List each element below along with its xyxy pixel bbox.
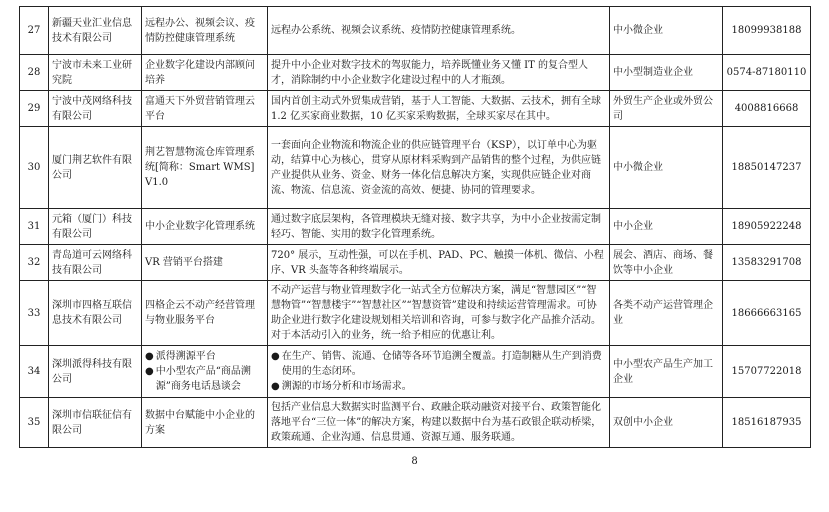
target-customers: 展会、酒店、商场、餐饮等中小企业	[610, 245, 723, 281]
table-row	[20, 245, 811, 281]
product-item: 派得溯源平台	[155, 351, 216, 362]
table-row	[20, 127, 811, 209]
product-name: 远程办公、视频会议、疫情防控健康管理系统	[142, 7, 268, 55]
product-name: VR 营销平台搭建	[142, 245, 268, 281]
bullet-icon: ●	[145, 366, 154, 377]
target-customers: 双创中小企业	[610, 398, 723, 448]
service-description: 不动产运营与物业管理数字化一站式全方位解决方案，满足“智慧园区”“智慧物管”“智慧楼宇”“智慧社区”“智慧资管”建设和持续运营管理需求。可协助企业进行数字化建设规划相关培训和咨询，可参与数字化产品推介活动。对于本活动引入的业务，统一给予相应的优惠让利。	[268, 281, 610, 346]
contact-phone: 18099938188	[723, 7, 811, 55]
company-name: 青岛道可云网络科技有限公司	[49, 245, 142, 281]
contact-phone: 0574-87180110	[723, 55, 811, 91]
company-name: 深圳市四格互联信息技术有限公司	[49, 281, 142, 346]
contact-phone: 18850147237	[723, 127, 811, 209]
bullet-icon: ●	[271, 351, 280, 362]
list-item	[271, 379, 606, 394]
product-name: 企业数字化建设内部顾问培养	[142, 55, 268, 91]
product-name: 四格企云不动产经营管理与物业服务平台	[142, 281, 268, 346]
bullet-icon: ●	[145, 351, 154, 362]
target-customers: 各类不动产运营管理企业	[610, 281, 723, 346]
product-name: 数据中台赋能中小企业的方案	[142, 398, 268, 448]
contact-phone: 18516187935	[723, 398, 811, 448]
target-customers: 中小型农产品生产加工企业	[610, 346, 723, 398]
service-description: 提升中小企业对数字技术的驾驭能力，培养既懂业务又懂 IT 的复合型人才，消除制约中小企业数字化建设过程中的人才瓶颈。	[268, 55, 610, 91]
target-customers: 外贸生产企业或外贸公司	[610, 91, 723, 127]
page-number: 8	[411, 456, 418, 467]
service-description: 包括产业信息大数据实时监测平台、政融企联动融资对接平台、政策智能化落地平台“三位一体”的解决方案，构建以数据中台为基石政银企联动桥梁，政策疏通、企业沟通、信息贯通、资源互通、服务联通。	[268, 398, 610, 448]
list-item	[145, 364, 264, 394]
description-item: 溯源的市场分析和市场需求。	[281, 381, 412, 392]
row-number: 28	[20, 55, 49, 91]
company-name: 元箱（厦门）科技有限公司	[49, 209, 142, 245]
row-number: 27	[20, 7, 49, 55]
row-number: 32	[20, 245, 49, 281]
description-item: 在生产、销售、流通、仓储等各环节追溯全覆盖。打造制糖从生产到消费使用的生态闭环。	[281, 351, 602, 377]
contact-phone: 15707722018	[723, 346, 811, 398]
enterprise-service-table	[19, 6, 810, 448]
contact-phone: 18666663165	[723, 281, 811, 346]
product-name: 荆艺智慧物流仓库管理系统[简称：Smart WMS] V1.0	[142, 127, 268, 209]
table-row	[20, 91, 811, 127]
description-list	[268, 346, 610, 398]
table-row	[20, 398, 811, 448]
contact-phone: 4008816668	[723, 91, 811, 127]
row-number: 33	[20, 281, 49, 346]
product-list	[142, 346, 268, 398]
target-customers: 中小企业	[610, 209, 723, 245]
row-number: 29	[20, 91, 49, 127]
product-name: 富通天下外贸营销管理云平台	[142, 91, 268, 127]
company-name: 新疆天业汇业信息技术有限公司	[49, 7, 142, 55]
contact-phone: 18905922248	[723, 209, 811, 245]
target-customers: 中小型制造业企业	[610, 55, 723, 91]
table-row	[20, 346, 811, 398]
bullet-icon: ●	[271, 381, 280, 392]
target-customers: 中小微企业	[610, 7, 723, 55]
service-description: 国内首创主动式外贸集成营销，基于人工智能、大数据、云技术，拥有全球 1.2 亿买家商业数据，10 亿买家采购数据，全球买家尽在其中。	[268, 91, 610, 127]
table-row	[20, 209, 811, 245]
company-name: 深圳市信联征信有限公司	[49, 398, 142, 448]
row-number: 31	[20, 209, 49, 245]
row-number: 35	[20, 398, 49, 448]
service-description: 通过数字底层架构，各管理模块无缝对接、数字共享，为中小企业按需定制轻巧、智能、实用的数字化管理系统。	[268, 209, 610, 245]
table-row	[20, 281, 811, 346]
company-name: 厦门荆艺软件有限公司	[49, 127, 142, 209]
product-name: 中小企业数字化管理系统	[142, 209, 268, 245]
product-item: 中小型农产品“商品溯源”商务电话恳谈会	[155, 366, 251, 392]
service-description: 远程办公系统、视频会议系统、疫情防控健康管理系统。	[268, 7, 610, 55]
table-row	[20, 7, 811, 55]
list-item	[145, 349, 264, 364]
target-customers: 中小微企业	[610, 127, 723, 209]
list-item	[271, 349, 606, 379]
service-description: 720° 展示，互动性强，可以在手机、PAD、PC、触摸一体机、微信、小程序、VR 头盔等各种终端展示。	[268, 245, 610, 281]
row-number: 34	[20, 346, 49, 398]
table-row	[20, 55, 811, 91]
company-name: 宁波中茂网络科技有限公司	[49, 91, 142, 127]
service-description: 一套面向企业物流和物流企业的供应链管理平台（KSP），以订单中心为驱动，结算中心为核心，贯穿从原材料采购到产品销售的整个过程，为供应链产业提供从业务、资金、财务一体化信息解决方案，实现供应链企业对商流、物流、信息流、资金流的高效、便捷、协同的管理要求。	[268, 127, 610, 209]
company-name: 宁波市未来工业研究院	[49, 55, 142, 91]
company-name: 深圳派得科技有限公司	[49, 346, 142, 398]
row-number: 30	[20, 127, 49, 209]
contact-phone: 13583291708	[723, 245, 811, 281]
